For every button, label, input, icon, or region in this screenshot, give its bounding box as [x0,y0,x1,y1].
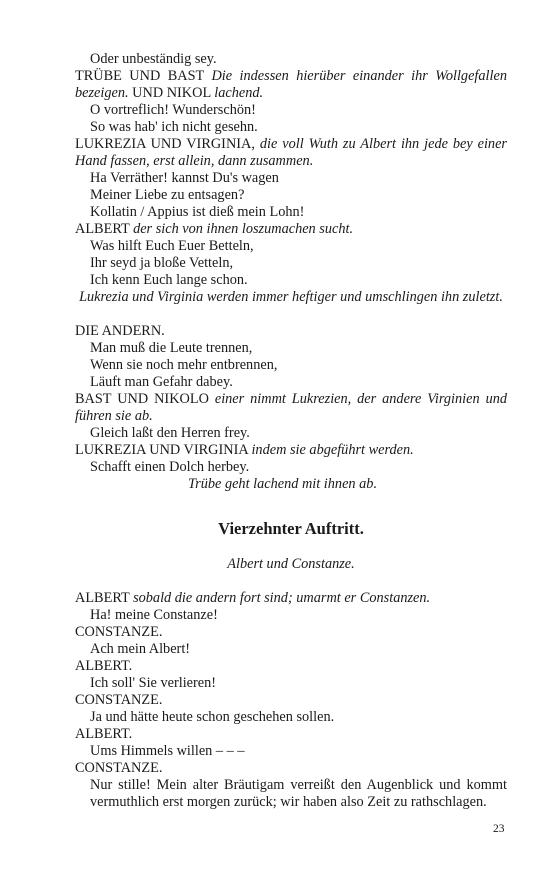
speaker-line [75,442,507,459]
speaker-name: UND NIKOL [132,85,211,101]
verse-line: Schafft einen Dolch herbey. [90,459,250,475]
stage-direction: die voll Wuth zu Albert ihn jede bey einer Hand fassen, erst allein, dann zusammen. [75,136,507,169]
verse-line: Ha Verräther! kannst Du's wagen [90,170,279,186]
speaker-line [75,590,507,607]
speaker-name: ALBERT. [75,657,133,674]
scene-persons: Albert und Constanze. [227,555,355,572]
stage-direction: der sich von ihnen loszumachen sucht. [133,221,354,237]
verse-line: Kollatin / Appius ist dieß mein Lohn! [90,204,305,220]
dialogue-line: Ha! meine Constanze! [90,606,218,623]
stage-direction-exit: Trübe geht lachend mit ihnen ab. [188,476,378,492]
speaker-name: CONSTANZE. [75,623,163,640]
page-number: 23 [493,823,505,835]
speaker-line [75,221,507,238]
speaker-line [75,136,507,170]
dialogue-line: Ach mein Albert! [90,640,191,657]
stage-direction: Die indessen hierüber einander ihr Wollgefallen bezeigen. [75,68,507,101]
stage-direction: einer nimmt Lukrezien, der andere Virginien und führen sie ab. [75,391,508,424]
speaker-name: BAST UND NIKOLO [75,391,209,407]
speaker-name: CONSTANZE. [75,759,163,776]
verse-line: Ihr seyd ja bloße Vetteln, [90,255,234,271]
dialogue-line: Ja und hätte heute schon geschehen sollen. [90,708,335,725]
stage-direction: lachend. [214,85,264,101]
speaker-name: TRÜBE UND BAST [75,68,204,84]
scene-title: Vierzehnter Auftritt. [218,519,364,538]
dialogue-line: Nur stille! Mein alter Bräutigam verreißt den Augenblick und kommt vermuthlich erst morgen zurück; wir haben also Zeit zu rathschlagen. [90,776,507,810]
verse-line: Gleich laßt den Herren frey. [90,425,250,441]
verse-line: So was hab' ich nicht gesehn. [90,119,258,135]
page-body [75,51,507,811]
speaker-name: DIE ANDERN. [75,323,165,339]
verse-line: Was hilft Euch Euer Betteln, [90,238,254,254]
speaker-line [75,68,507,102]
speaker-name: ALBERT [75,221,130,237]
stage-direction-block: Lukrezia und Virginia werden immer heftiger und umschlingen ihn zuletzt. [79,289,503,305]
verse-line: Wenn sie noch mehr entbrennen, [90,357,278,373]
speaker-name: ALBERT [75,589,130,606]
verse-line: Meiner Liebe zu entsagen? [90,187,245,203]
verse-line: O vortreflich! Wunderschön! [90,102,256,118]
speaker-name: ALBERT. [75,725,133,742]
spacer [75,573,507,590]
stage-direction: indem sie abgeführt werden. [251,442,414,458]
dialogue-line: Ums Himmels willen – – – [90,742,245,759]
verse-line: Oder unbeständig sey. [90,51,217,67]
speaker-name: LUKREZIA UND VIRGINIA, [75,136,255,152]
verse-line: Man muß die Leute trennen, [90,340,253,356]
speaker-name: CONSTANZE. [75,691,163,708]
verse-line: Läuft man Gefahr dabey. [90,374,233,390]
spacer [75,306,507,323]
verse-line: Ich kenn Euch lange schon. [90,272,248,288]
dialogue-line: Ich soll' Sie verlieren! [90,674,217,691]
stage-direction: sobald die andern fort sind; umarmt er Constanzen. [133,589,431,606]
speaker-name: LUKREZIA UND VIRGINIA [75,442,248,458]
speaker-line [75,391,507,425]
